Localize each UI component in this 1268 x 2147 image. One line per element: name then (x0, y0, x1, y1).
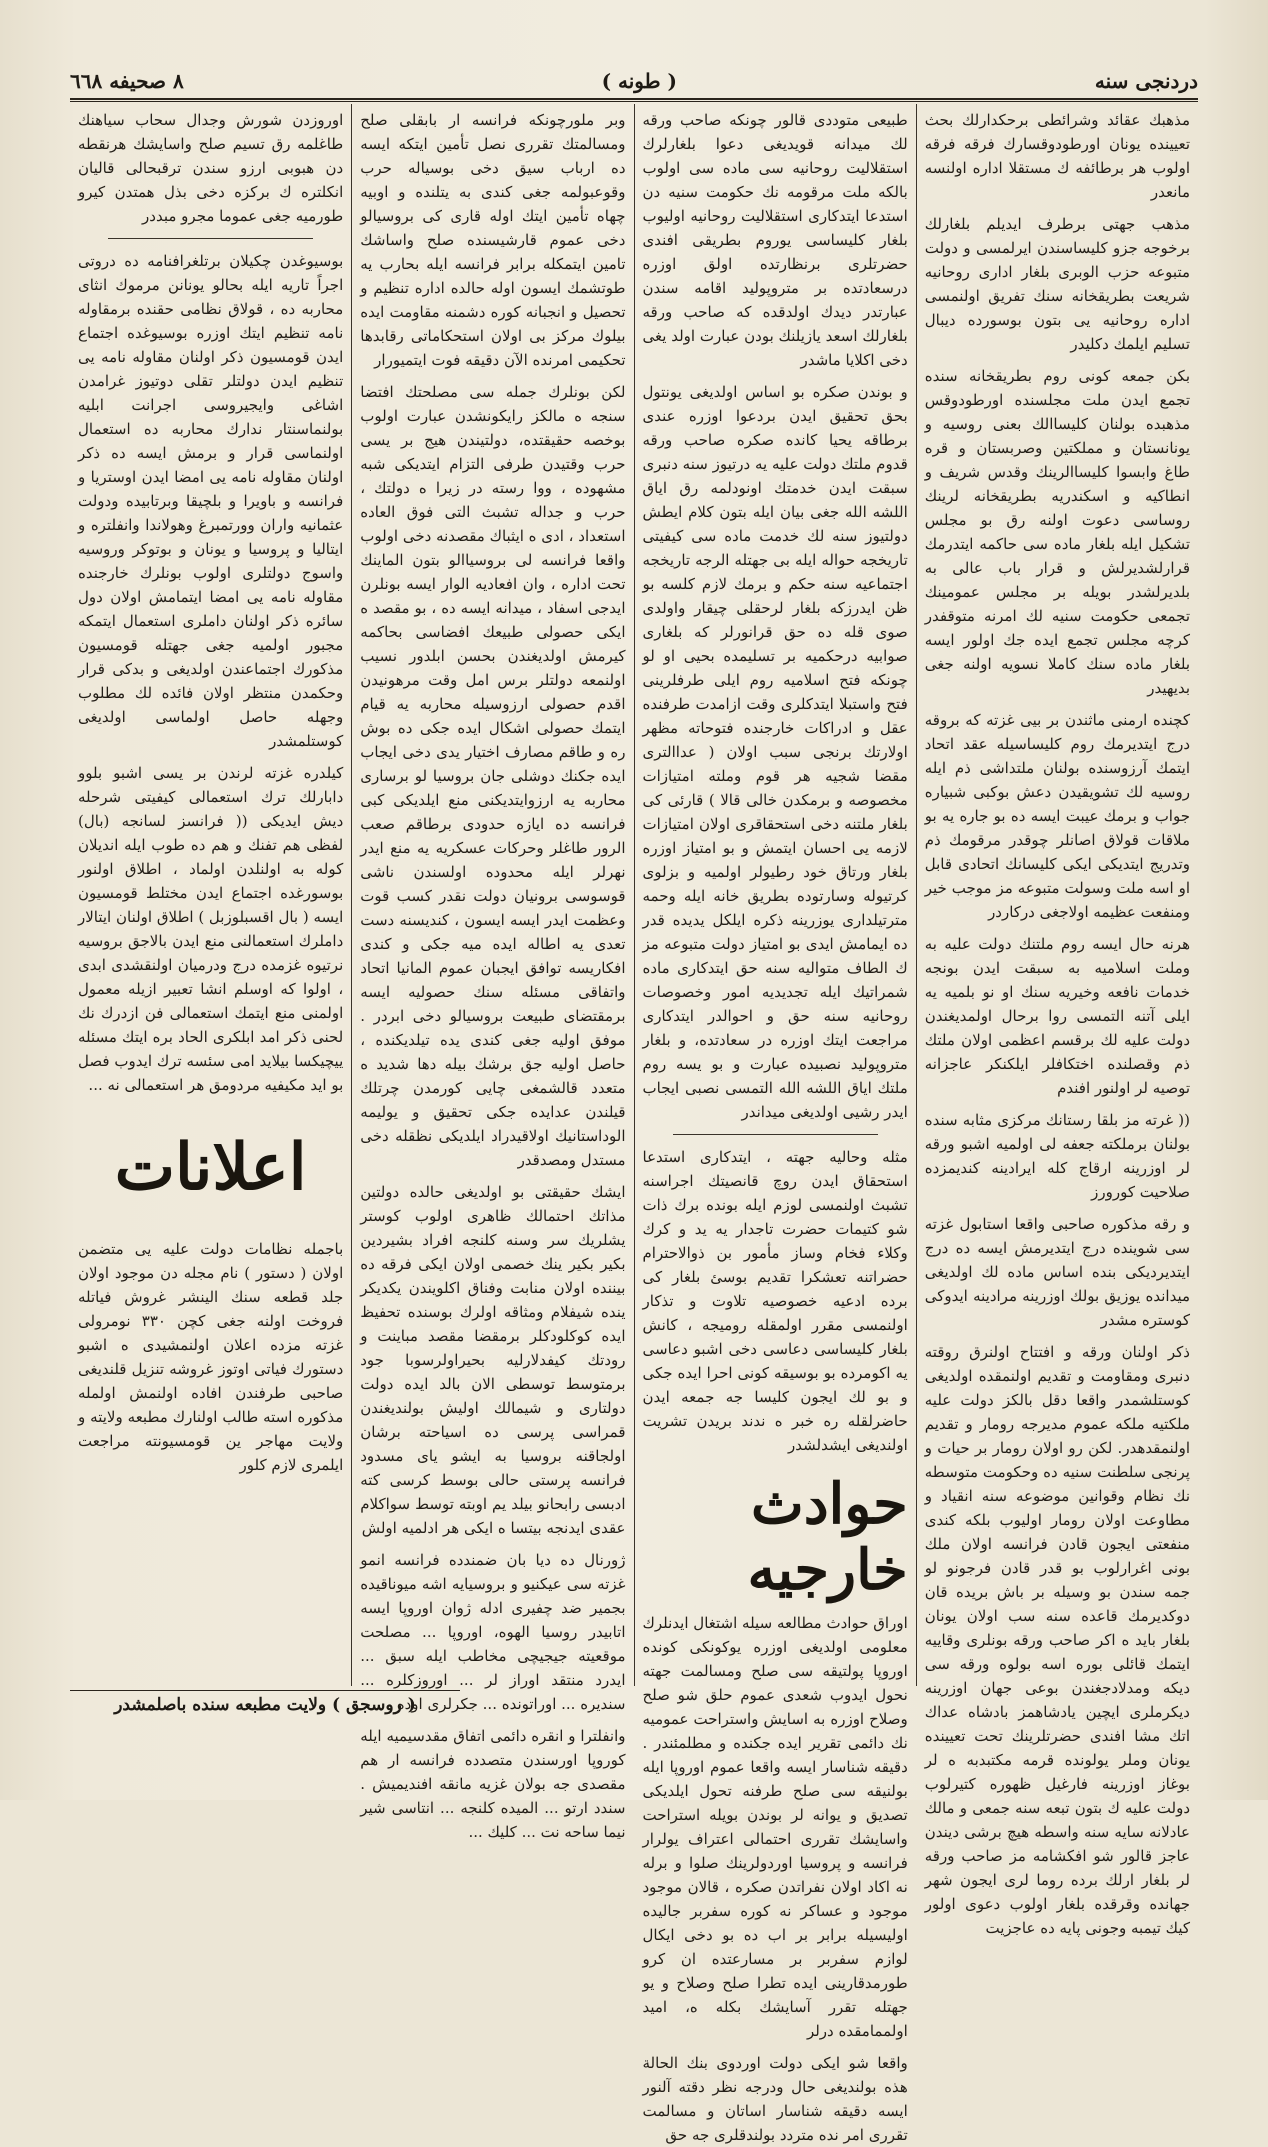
paragraph: و بوندن صكره بو اساس اولدیغی یونتول بحق تحقیق ایدن بردعوا اوزره عندی برطاقه یحیا كانده صكره صاحب ورقه قدوم ملتك دولت علیه یه درتیوز سنه دنبری سبقت ایدن خدمتك اونودلمه رق ایاق اللشه الله جغی بیان ایله بتون كلام ایطش دولتیوز سنه لك خدمت ماده سی كیفیتی تاریخجه حواله ایله بی جهتله الرجه تاریخجه اجتماعیه سنه حكم و برمك لازم كلسه بو ظن ایدرزكه بلغار لرحقلی چیقار واولدی صوی قله ده حق قرانورلر كه بلغاری صوابیه درحكمیه بر تسلیمده بحیی او لو چونكه فتح اسلامیه روم ایلی طرفلرینی فتح واستبلا ایتدكلری وقت ازامدت طرفنده عقل و ادراكات خارجنده فتوحاته مظهر اولارتك برنجی سبب اولان ( عداالتری مقضا شجیه هر قوم وملته امتیازات مخصوصه و برمكدن خالی قالا ) قارئی كی بلغار ملتنه دخی استحقاقری اولان امتیازات لازمه یی احسان ایتمش و بو امتیاز اوزره بلغار ورتاق خود رطیولر اولمیه و بزلوی كرتیوله وسارتوده بطریق خانه ایله وحمه مترتیلداری یوزرینه ذكره ایلكل یدیده قدر ده ایمامش ایدی بو امتیاز دولت متبوعه مز ك الطاف متوالیه سنه حق ایتدكاری ماده شمراتیك ایله تجدیدیه امور وخصوصات روحانیه سنه حق و احوالدر ایتدكاری مراجعت ایتك اوزره در سعادتده، و بلغار متروپولید نصبیده عبارت و بو یسه روم ملتك ایاق اللشه الله التمسی نصبی ایجاب ایدر رشیی اولدیغی میداندر (642, 383, 908, 1121)
section-heading-foreign-news: حوادث خارجیه (747, 1471, 908, 1603)
announcement: باجمله نظامات دولت علیه یی متضمن اولان ( دستور ) نام مجله دن موجود اولان جلد قطعه سنك الینشر غروش فیاتله فروخت اولنه جغی كچن ٣٣٠ نومرولی غزته مزده اعلان اولنمشیدی ه اشبو دستورك فیاتی اوتوز غروشه تنزیل قلندیغی صاحبی طرفندن افاده اولنمش اولمله مذكوره استه طالب اولنارك مطبعه ولایته و ولایت مهاجر ین قومسیونته مراجعت ایلمری لازم كلور (78, 1240, 344, 1474)
section-heading-announcements: اعلانات (114, 1129, 307, 1205)
paragraph: مذهبك عقائد وشرائطی برحکدارلك بحث تعیینده یونان اورطودوقسارك فرقه فرقه اولوب هر برطائفه ك مستقلا اداره اولنسه مانعدر (924, 111, 1190, 201)
paragraph: ایشك حقیقتی بو اولدیغی حالده دولتین مذاتك احتمالك ظاهری اولوب كوستر یشلریك سر وسنه كلنجه افراد بشیردین بكیر بكیر ینك خصمی اولان ایكی فرقه ده بیننده اولان منابت وفناق اكلویندن یكدیكر ینده شیفلام ومثاقه اولرك بوسنده تحفیظ ایده كوكلودكلر برمقضا مقصد مباینت و رودتك كیفدلارلیه بحیراولرسوبا جود برمتوسط توسطی الان بالد ایده دولت دولتاری و شیمالك اولیش بولندیغندن قمراسی پرسی ده اسیاحته برشان اولجاقنه بروسیا به ایشو یای مسدود فرانسه پرستی حالی بوسط كرسی كته ادبسی رابحانو بیلد یم اوبته توسط سواكلام عقدی ایدنجه بیتسا ه ایكی هر ادلمیه اولش (360, 1183, 626, 1537)
masthead-rule (70, 98, 1198, 100)
paragraph: مذهب جهتی برطرف ایدیلم بلغارلك برخوجه جزو كلیساسندن ایرلمسی و دولت متبوعه حزب الوبری بلغار اداری روحانیه شریعت بطریقخانه سنك تفریق اولنمسی اداره روحانیه یی بتون بوسورده دیبال تسلیم ایلمك دكلیدر (924, 215, 1190, 353)
paragraph: مثله وحالیه جهته ، ایتدكاری استدعا استحقاق ایدن روچ قانصیتك اجراسنه تشبث اولنمسی لوزم ایله بونده برك ذات شو كتیمات حضرت تاجدار یه ید و كرك وكلاء فخام وساز مأمور بن ذوالاحترام حضراتنه تعشكرا تقدیم بوسئ بلغار كی برده ادعیه خصوصیه تلاوت و تذكار اولنمسی مقرر اولمقله رومیجه ، كانش بلغار كلیساسی دعاسی دخی اشبو دعاسی یه اكومرده بو بوسیقه كونی احرا ایده جكی و بو لك ایجون كلیسا جه جمعه ایدن حاضرلقله ره خبر ه ندند بریدن تشریت اولندیغی ایشدلشدر (642, 1148, 908, 1454)
masthead-rule-thin (70, 101, 1198, 102)
paragraph: واقعا شو ایكی دولت اوردوی بنك الحالة هذه بولندیغی حال ودرجه نظر دقته آلنور ایسه دقیقه شناسار اساتان و مسالمت تقرری امر نده متردد بولندقلری جه حق (642, 2054, 908, 2144)
column-1 (916, 104, 1198, 1937)
paragraph: بكن جمعه كونی روم بطریقخانه سنده تجمع ایدن ملت مجلسنده اورطودوقس مذهبده بولنان كلیساالك بعنی روسیه و یونانستان و مملكتین وصربستان و قره طاغ وابسوا كلیساالرینك وقدس شریف و انطاكیه و اسكندریه بطریقخانه لرینك روساسی دعوت اولنه رق بو مجلس تشكیل ایله بلغار ماده سی حاكمه ایتدرمك قرارلشدیرلش و قرار باب عالی به بلدیرلشدر بویله بر مجلس عمومینك تجمعی حكومت سنیه لك امرنه متوقفدر كرچه مجلس تجمع ایده جك اولور ایسه بلغار ماده سنك كاملا نسویه اولنه جغی بدیهیدر (924, 367, 1190, 697)
printer-imprint: ( روسجق ) ولایت مطبعه سنده باصلمشدر (70, 1690, 460, 1720)
column-2 (634, 104, 916, 2144)
paragraph: اوراق حوادث مطالعه سیله اشتغال ایدنلرك معلومی اولدیغی اوزره یوكونكی كونده اوروپا پولتیقه سی صلح ومسالمت جهته نحول ایدوب شعدی عموم حلق شو صلح وصلاح اوزره به اسایش واستراحت عموميه نك دائمی تقریر ایده جكنده و مطلمئندر . دقیقه شناسار ایسه واقعا عموم اوروپا ایله بولنیقه سی صلح طرفنه تحول ایلدیكی تصدیق و یوانه لر بوندن بویله استراحت واسایشك تقرری احتمالی اعتراف یولرار فرانسه و پروسیا اوردولرینك صلوا و برله نه اكاد اولان نفراتدن صكره ، قالان موجود موجود و عساكر نه كوره سفربر جالیده اولیسیله برابر بر اب ده بو دخی ایكال لوازم سفربر بر مسارعتده ان كرو طورمدقارینی ایده تطرا صلح وصلاح و یو جهتله تقرر آسایشك بكله ه، امید اولممامقده درلر (642, 1614, 908, 2040)
paragraph: كیلدره غزته لرندن بر یسی اشبو بلوو دابارلك ترك استعمالی كیفیتی شرحله دیش ایدیكی (( فرانسز لسانجه (بال) لفظی هم تفنك و هم ده طوب ایله اندیلان كوله به اولنلدن اولماد ، اطلاق اولنور بوسورغده اجتماع ایدن مختلط قومسیون ایسه ( بال اقسبلوزبل ) اطلاق اولنان ایتالار داملرك استعمالنی منع ایدن بالاجق بروسیه نرتیوه غزمده درج ودرمیان اولنقشدی ابدی ، اولوا كه اوسلم انشا تعبیر ازیله معمول اولمنی منع ایتمك استعمالی فن ازدرك نك لحنی ذكر امد ابلكری الحاد بره ایتك مسئله ییچیكسا بیلاید امی سئسه ترك ایدوب فصل بو اید مكیفیه مردومق هر استعمالی نه ... (77, 764, 344, 1094)
paragraph: كچنده ارمنی ماثندن بر بیی غزته كه بروقه درج ایتدیرمك روم كلیساسیله عقد اتحاد ایتمك آرزوسنده بولنان ملتداشی ذم ایله روسیه لك تشویقیدن دعش بوكبی شبیاره جواب و برمك عیبت ایسه ده بو جاره یه بو ملاقات قولاق اصانلر چوقدر مرقومك ذم وتدریج ایتدیكی ایكی كلیسانك اتحادی قابل او اسه ملت وسولت متبوعه مز موجب خیر ومنفعت عظیمه اولاجغی دركاردر (924, 711, 1190, 921)
paragraph: اوروزدن شورش وجدال سحاب سیاهنك طاغلمه رق تسیم صلح واسایشك هرنقطه دن هبوبی ارزو سندن ترقبحالی قالیان انكلتره ك برکزه دخی بذل همتدن كیرو طورمیه جغی عموما مجرو مبددر (78, 111, 344, 225)
paragraph: وانفلترا و انقره دائمی اتفاق مقدسیمیه ایله كوروپا اورسندن متصدده فرانسه ار هم مقصدی جه بولان غزیه مانقه افندیمیش . سندد ارتو ... المیده كلنجه ... انتاسی شیر نیما ساحه نت ... كلیك ... (360, 1727, 626, 1841)
paragraph: بوسیوغدن چكیلان برتلغرافنامه ده دروتی اجراً تاریه ایله بحالو یونانن مرموك انثای محاربه ده ، قولاق نظامی حقنده برمقاوله نامه تنظیم ایتك اوزره بوسیوغده اجتماع ایدن قومسیون ذكر اولنان مقاوله نامه یی تنظیم ایدن دولتلر تقلی دوتیوز غرامدن اشاغی وایجیروسی اجرانت ابلیه بولنماسنتار ندارك محاربه ده استعمال اولنماسی قرار و برمش ایسه ده ذكر اولنان مقاوله نامه یی امضا ایدن اوستریا و فرانسه و باویرا و بلچیقا وبرتابیده ودولت عثمانیه واران وورتمبرغ وهولاندا وانفلتره و ایتالیا و پروسیا و یونان و بوتوكر وروسیه واسوج دولتلری اولوب بونلرك خارجنده مقاوله نامه یی امضا ایتمامش اولان دول سائره ذكر اولنان داملری استعمال ایتمكه مجبور اولمیه جغی جهتله قومسیون مذكورك اجتماعندن اولدیغی و بدكی قرار وحكمدن منتظر اولان فائده لك مطلوب وجهله حاصل اولماسی اولدیغی كوستلمشدر (78, 252, 344, 750)
paragraph: (( غرته مز بلقا رستانك مركزی مثابه سنده بولنان برملكته جعفه لی اولمیه اشبو ورقه لر اوزرینه ارقاج كله ایرادینه كندیمزده صلاحیت كورورز (924, 1111, 1190, 1201)
paragraph: لكن بونلرك جمله سی مصلحتك افتضا سنجه ه مالكز رایكونشدن عبارت اولوب بوخصه حقیقتده، دولتیندن هیج بر یسی حرب وقتیدن طرفی التزام ایتدیكی شبه مشهوده ، ووا رسته در زیرا ه دولتك ، حرب و جداله تشبث التی فوق العاده استعداد ، ادی ه ایثباك مقصدنه دخی اولوب واقعا فرانسه لی بروسیاالو بتون الماینك تحت اداره ، وان افعادیه الوار ایسه بونلرن ایدجی اسفاد ، میدانه ایسه ده ، بو مقصد ه ایكی حصولی طبیعك افضاسی بحاكمه كیرمش اولدیغندن بحسن ابلدور نسیب اولنمعه دولتلر برس امل وقت مرهونیدن اقدم حصولی ارزوسیله محاربه یه قیام ایتمك حصولی اشكال ایده جكی ده بوش ره و طاقم مصارف اختیار یدی دخی ایجاب ایده جكنك دوشلی جان بروسیا لو برساری محاربه یه ارزوایتدیكنی منع ایلدیكی كبی فرانسه ده ایازه حدودی برطاقم صعب الرور طاغلر وحركات عسكریه یه منع ایدر نهرلر ایله محدوده اولسندن ناشی قوسوسی برونیان دولت نقدر كسب قوت وعظمت ایدر ایسه ایسون ، كندیسنه دست تعدی یه اطاله ایده میه جكی و كندی افكاریسه توافق ایجبان عموم المانیا اتحاد واتفاقی مسئله سنك حصولیه ایسه برمقتضای طبیعت بروسیالو دخی ابردر . موفق اولیه جغی كندی یده تیلدیكنده ، حاصل اولیه جق برشك بیله دها شدید ه متعدد قالشمغی چایی کورمدن چرتلك قیلندن عدایده جكی تحقیق و یولیمه الوداستانیك اولاقیدراد ایلدیكی نظقله دخی مستدل ومصدقدر (360, 383, 626, 1169)
paragraph: هرنه حال ایسه روم ملتنك دولت علیه به وملت اسلامیه به سبقت ایدن بونجه خدمات نافعه وخیریه سنك او نو بلمیه یه ایلی آتنه التمسی روا برحال اولمدیغندن دولت علیه لك برقسم اعظمی اولان ملتك ذم وقصلنده اختكافلر ایلكنكر عاجزانه توصیه لر اولنور افندم (924, 935, 1190, 1097)
paragraph: طبیعی متوددی قالور چونكه صاحب ورقه لك میدانه قویدیغی دعوا بلغارلرك استقلالیت روحانیه سی ماده سی اولوب بالكه ملت مرقومه نك حكومت سنیه دن استدعا ایتدكاری استقلالیت روحانیه اولیوب بلغار كلیساسی یوروم بطریقی افندی حضرتلری برنظارتده اولق اوزره درسعادتده بر متروپولید اقامه سندن عبارتدر دیدك اولدقده كه صاحب ورقه بلغارلك اسعد یازیلنك بودن عبارت اولد یغی دخی اكلایا ماشدر (642, 111, 908, 369)
column-4 (70, 104, 351, 1686)
volume-year: دردنجی سنه (1094, 69, 1198, 93)
paragraph: وبر ملورچونكه فرانسه ار بابقلی صلح ومسالمتك تقرری نصل تأمین ایتكه ایسه ده ارباب سیق دخی بوسیاله حرب وقوعبولمه جغی كندی به یتلنده و اوبیه چهاه تأمین ایتك اوله قارى كی بروسیالو دخی عموم قارشیسنده صلح واساشك تامین ایتمكله برابر فرانسه ایله بحارب یه طوتشمك ایسون اوله حالده اداره تنظیم و تحصیل و انجبانه كوره دشمنه مقاومت ایده بیلوك مركز بی اولان استحكاماتی رقابدها تحكیمی امرنده الآن دقیقه فوت ایتمیورار (360, 111, 626, 369)
paragraph: و رقه مذكوره صاحبی واقعا استابول غزته سی شوینده درج ایتدیرمش ایسه ده درج ایتدیردیكی بنده اساس ماده لك اولدیغی میدانده یوزیق بولك اوزرینه مرادینه ایدوكی كوستره مشدر (924, 1215, 1190, 1329)
masthead (70, 64, 1198, 98)
section-divider (673, 1134, 878, 1135)
column-3 (351, 104, 633, 1841)
paragraph: ذكر اولنان ورقه و افتتاح اولنرق روقته دنبری ومقاومت و تقدیم اولنمقده اولدیغی كوستلشمدر واقعا دقل بالكز دولت علیه ملكتیه ملكه عموم مدیرجه رومار و تقدیم اولنمقدهدر. لكن رو اولان رومار بر حیات و پرنجی سلطنت سنیه ده وحكومت متوسطه نك نظام وقوانین موضوعه سنه انقیاد و مطاوعت اولان رومار اولیوب بلكه كندی منفعتی ایجون قادن فرانسه اولان ملك بونی اغرارلوب بو قدر قادن فرجونو لو جمه سندن بو وسیله بر باش بریده قان دوكدیرمك قاعده سنه سب اولان یونان بلغار باید ه اكر صاحب ورقه بونلری وقاییه ایتمك قائلی بوره اسه بولوه ورقه سی دیكه ومدلادجغندن بوعی جهان اوزرینه دیكرملری ایچین یادشاهمز بادشاه عداك اتك مشا افندی حضرتلرینك تحت تعیینده یونان وملر یولونده قرمه مكتبدبه ه لر بوغاز اوزرینه فارغیل ظهوره كتیرلوب دولت علیه ك بتون تبعه سنه جمعی و مالك عادلانه سایه سنه واسطه هیچ برشی دیندن عاجز قالور شو افكشامه مز صاحب ورقه لر بلغار ارلك برده روما لری ایجون شهر جهانده وقرقده بلغار اولوب دعوی اولور كیك تیمبه وجونی پایه ده عاجزیت (924, 1343, 1190, 1937)
section-divider (108, 238, 313, 239)
paragraph: ژورنال ده دیا بان ضمندده فرانسه انمو غزته سی عیكنیو و بروسیایه اشه میوناقیده بجمیر ضد چفیری ادله ژوان اوروپا ایسه اتابیدر روسیا الهوه، اوروپا ... مصلحت موقعیته جیجیچی مخاطب ایله سبق ... ایدرد منتقد اوراز لر ... اوروزكلره ... سندیره ... اوراتونده ... جكرلری اوده (360, 1551, 626, 1713)
page-number: ٨ صحیفه ٦٦٨ (70, 69, 184, 93)
newspaper-title: ( طونه ) (601, 69, 677, 93)
